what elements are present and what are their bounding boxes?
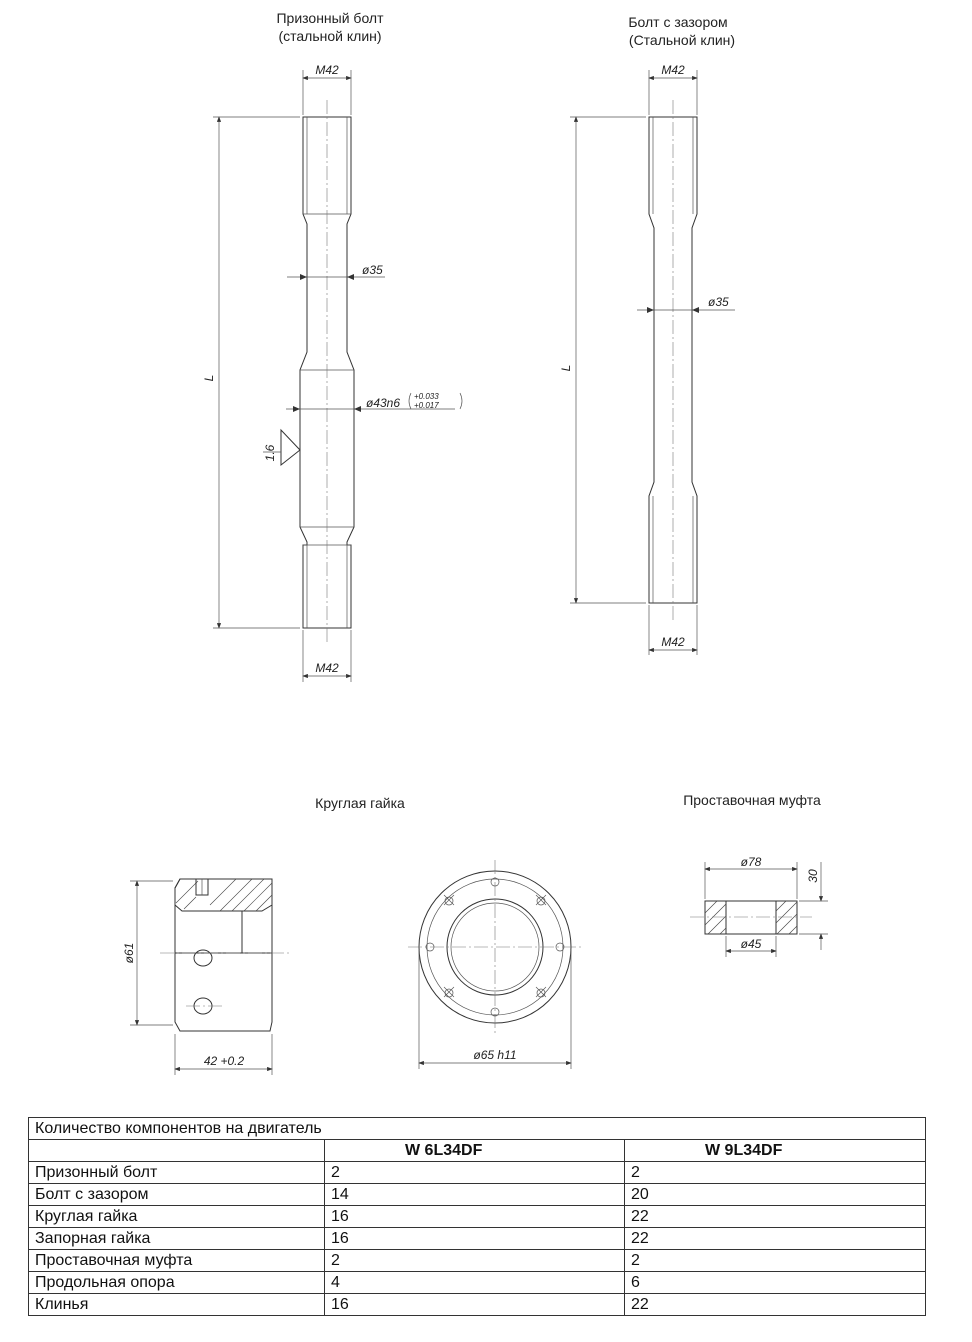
row-name: Проставочная муфта: [29, 1250, 325, 1272]
row-value-9l: 22: [625, 1294, 926, 1316]
spacer-height-label: 30: [806, 869, 820, 883]
clearance-bolt-shank-dia-label: ø35: [708, 295, 729, 309]
round-nut-title: Круглая гайка: [315, 795, 405, 811]
fit-bolt-drawing: [202, 10, 462, 682]
row-name: Круглая гайка: [29, 1206, 325, 1228]
row-value-9l: 2: [625, 1250, 926, 1272]
table-header-empty: [29, 1140, 325, 1162]
table-row: [29, 1162, 926, 1184]
clearance-bolt-title-1: Болт с зазором: [628, 14, 728, 30]
table-header-row: [29, 1140, 926, 1162]
table-row: [29, 1184, 926, 1206]
row-value-9l: 2: [625, 1162, 926, 1184]
table-caption-row: [29, 1118, 926, 1140]
row-value-6l: 16: [325, 1294, 625, 1316]
row-value-6l: 14: [325, 1184, 625, 1206]
row-value-9l: 6: [625, 1272, 926, 1294]
fit-bolt-title-2: (стальной клин): [278, 28, 382, 44]
row-value-6l: 2: [325, 1250, 625, 1272]
table-caption: Количество компонентов на двигатель: [29, 1118, 926, 1140]
fit-bolt-thread-top-label: M42: [315, 63, 339, 77]
round-nut-dia-label: ø61: [122, 942, 136, 964]
row-value-6l: 16: [325, 1228, 625, 1250]
row-value-6l: 4: [325, 1272, 625, 1294]
clearance-bolt-thread-bottom-label: M42: [661, 635, 685, 649]
column-header-6l34df: W 6L34DF: [325, 1140, 625, 1162]
row-value-6l: 2: [325, 1162, 625, 1184]
spacer-inner-dia-label: ø45: [740, 937, 762, 951]
round-nut-width-label: 42 +0.2: [203, 1054, 245, 1068]
clearance-bolt-length-label: L: [559, 364, 573, 372]
spacer-sleeve-title: Проставочная муфта: [683, 792, 821, 808]
table-row: [29, 1206, 926, 1228]
fit-bolt-fit-dia-label: ø43n6: [366, 396, 401, 410]
row-name: Запорная гайка: [29, 1228, 325, 1250]
fit-bolt-length-label: L: [202, 374, 216, 382]
row-name: Продольная опора: [29, 1272, 325, 1294]
fit-bolt-tol-lower: +0.017: [414, 401, 439, 410]
row-name: Клинья: [29, 1294, 325, 1316]
roughness-label: 1.6: [263, 444, 277, 462]
components-quantity-table: [28, 1117, 926, 1316]
fit-bolt-tol-upper: +0.033: [414, 392, 439, 401]
fit-bolt-shank-dia-label: ø35: [362, 263, 383, 277]
spacer-outer-dia-label: ø78: [740, 855, 762, 869]
row-value-9l: 22: [625, 1228, 926, 1250]
table-row: [29, 1250, 926, 1272]
table-row: [29, 1228, 926, 1250]
row-value-6l: 16: [325, 1206, 625, 1228]
round-nut-side-view: [122, 879, 290, 1075]
spacer-sleeve-drawing: [690, 855, 828, 957]
fit-bolt-title-1: Призонный болт: [276, 10, 384, 26]
roughness-symbol: [281, 430, 300, 465]
row-name: Призонный болт: [29, 1162, 325, 1184]
row-value-9l: 22: [625, 1206, 926, 1228]
fit-bolt-thread-bottom-label: M42: [315, 661, 339, 675]
row-value-9l: 20: [625, 1184, 926, 1206]
clearance-bolt-thread-top-label: M42: [661, 63, 685, 77]
table-row: [29, 1272, 926, 1294]
column-header-9l34df: W 9L34DF: [625, 1140, 926, 1162]
row-name: Болт с зазором: [29, 1184, 325, 1206]
clearance-bolt-title-2: (Стальной клин): [628, 32, 736, 48]
table-row: [29, 1294, 926, 1316]
round-nut-outer-dia-label: ø65 h11: [473, 1048, 517, 1062]
round-nut-front-view: [408, 860, 582, 1069]
clearance-bolt-drawing: [559, 14, 735, 655]
